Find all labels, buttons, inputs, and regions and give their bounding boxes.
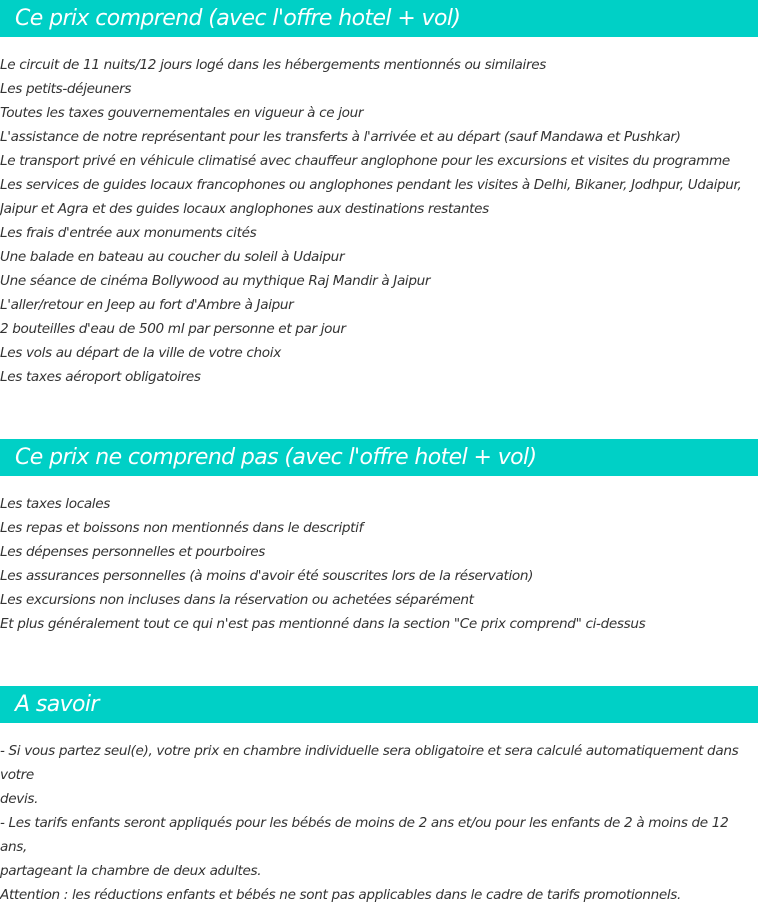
list-item: Toutes les taxes gouvernementales en vigueur à ce jour bbox=[0, 105, 364, 121]
list-item: Les dépenses personnelles et pourboires bbox=[0, 544, 265, 560]
list-item: Les repas et boissons non mentionnés dans le descriptif bbox=[0, 520, 364, 536]
list-item: Les excursions non incluses dans la réservation ou achetées séparément bbox=[0, 592, 474, 608]
section-title: Ce prix ne comprend pas (avec l'offre hotel + vol) bbox=[15, 445, 537, 470]
list-item: Jaipur et Agra et des guides locaux anglophones aux destinations restantes bbox=[0, 201, 489, 217]
section-not-included bbox=[0, 439, 758, 636]
section-good-to-know bbox=[0, 686, 758, 907]
section-header bbox=[0, 686, 758, 723]
list-item: Les services de guides locaux francophones ou anglophones pendant les visites à Delhi, Bikaner, Jodhpur, Udaipur, bbox=[0, 177, 742, 193]
list-item: Les taxes aéroport obligatoires bbox=[0, 369, 201, 385]
section-header bbox=[0, 0, 758, 37]
good-to-know-list bbox=[0, 739, 758, 907]
list-item: L'assistance de notre représentant pour les transferts à l'arrivée et au départ (sauf Mandawa et Pushkar) bbox=[0, 129, 681, 145]
list-item: Attention : les réductions enfants et bébés ne sont pas applicables dans le cadre de tarifs promotionnels. bbox=[0, 887, 682, 903]
list-item: Les assurances personnelles (à moins d'avoir été souscrites lors de la réservation) bbox=[0, 568, 534, 584]
list-item: Une séance de cinéma Bollywood au mythique Raj Mandir à Jaipur bbox=[0, 273, 431, 289]
list-item: Les vols au départ de la ville de votre choix bbox=[0, 345, 281, 361]
list-item: partageant la chambre de deux adultes. bbox=[0, 863, 262, 879]
list-item: Les taxes locales bbox=[0, 496, 110, 512]
list-item: - Les tarifs enfants seront appliqués pour les bébés de moins de 2 ans et/ou pour les enfants de 2 à moins de 12 ans, bbox=[0, 815, 729, 855]
list-item: devis. bbox=[0, 791, 39, 807]
section-title: A savoir bbox=[15, 692, 99, 717]
list-item: Les frais d'entrée aux monuments cités bbox=[0, 225, 257, 241]
included-list bbox=[0, 53, 758, 389]
list-item: 2 bouteilles d'eau de 500 ml par personne et par jour bbox=[0, 321, 346, 337]
list-item: Les petits-déjeuners bbox=[0, 81, 132, 97]
list-item: Le transport privé en véhicule climatisé avec chauffeur anglophone pour les excursions et visites du programme bbox=[0, 153, 730, 169]
section-title: Ce prix comprend (avec l'offre hotel + vol) bbox=[15, 6, 461, 31]
section-included bbox=[0, 0, 758, 389]
list-item: Et plus généralement tout ce qui n'est pas mentionné dans la section "Ce prix comprend" ci-dessus bbox=[0, 616, 646, 632]
section-header bbox=[0, 439, 758, 476]
list-item: Une balade en bateau au coucher du soleil à Udaipur bbox=[0, 249, 345, 265]
list-item: L'aller/retour en Jeep au fort d'Ambre à Jaipur bbox=[0, 297, 294, 313]
list-item: Le circuit de 11 nuits/12 jours logé dans les hébergements mentionnés ou similaires bbox=[0, 57, 546, 73]
not-included-list bbox=[0, 492, 758, 636]
list-item: - Si vous partez seul(e), votre prix en chambre individuelle sera obligatoire et sera calculé automatiquement dans votre bbox=[0, 743, 739, 783]
